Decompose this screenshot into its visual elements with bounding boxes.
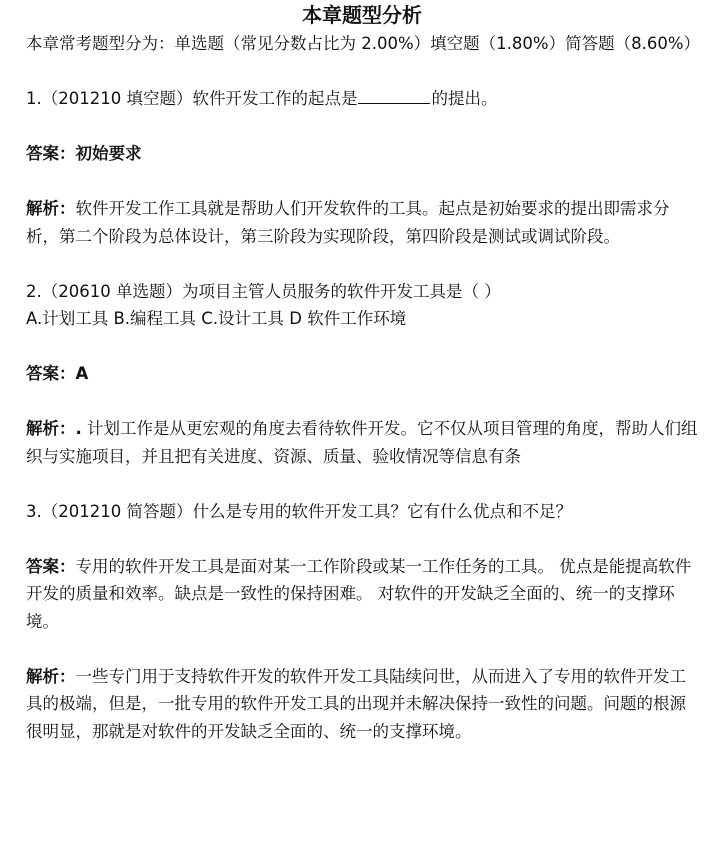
question-2-options: A.计划工具 B.编程工具 C.设计工具 D 软件工作环境 [26, 309, 407, 328]
fill-blank [358, 85, 430, 104]
answer-2 [26, 360, 698, 388]
analysis-label: 解析： [26, 199, 76, 218]
question-3: 3.（201210 简答题）什么是专用的软件开发工具？它有什么优点和不足？ [26, 501, 572, 521]
question-1 [26, 85, 698, 113]
answer-value: 初始要求 [75, 144, 142, 163]
analysis-2 [26, 415, 698, 470]
answer-3 [26, 553, 698, 636]
analysis-label: 解析：. [26, 419, 82, 438]
intro-text: 本章常考题型分为：单选题（常见分数占比为 2.00%）填空题（1.80%）简答题（8.60%） [26, 34, 700, 53]
answer-label: 答案： [26, 144, 76, 163]
analysis-3 [26, 663, 698, 746]
document-page [26, 0, 698, 745]
question-2: 2.（20610 单选题）为项目主管人员服务的软件开发工具是（ ） [26, 281, 501, 301]
answer-label: 答案： [26, 556, 76, 576]
page-title: 本章题型分析 [302, 3, 422, 27]
answer-value: A [75, 364, 89, 383]
answer-1 [26, 140, 698, 168]
question-1-text-end: 的提出。 [431, 89, 498, 108]
analysis-text: 计划工作是从更宏观的角度去看待软件开发。它不仅从项目管理的角度，帮助人们组织与实施项目，并且把有关进度、资源、质量、验收情况等信息有条 [26, 419, 698, 466]
analysis-text: 一些专门用于支持软件开发的软件开发工具陆续问世，从而进入了专用的软件开发工具的极端，但是，一批专用的软件开发工具的出现并未解决保持一致性的问题。问题的根源很明显，那就是对软件的开发缺乏全面的、统一的支撑环境。 [26, 666, 686, 741]
answer-text: 专用的软件开发工具是面对某一工作阶段或某一工作任务的工具。 优点是能提高软件开发的质量和效率。缺点是一致性的保持困难。 对软件的开发缺乏全面的、统一的支撑环境。 [26, 556, 692, 631]
answer-label: 答案： [26, 364, 76, 383]
analysis-text: 软件开发工作工具就是帮助人们开发软件的工具。起点是初始要求的提出即需求分析，第二个阶段为总体设计，第三阶段为实现阶段，第四阶段是测试或调试阶段。 [26, 199, 670, 246]
analysis-1 [26, 195, 698, 250]
analysis-label: 解析： [26, 666, 76, 686]
question-1-text: 1.（201210 填空题）软件开发工作的起点是 [26, 89, 358, 108]
